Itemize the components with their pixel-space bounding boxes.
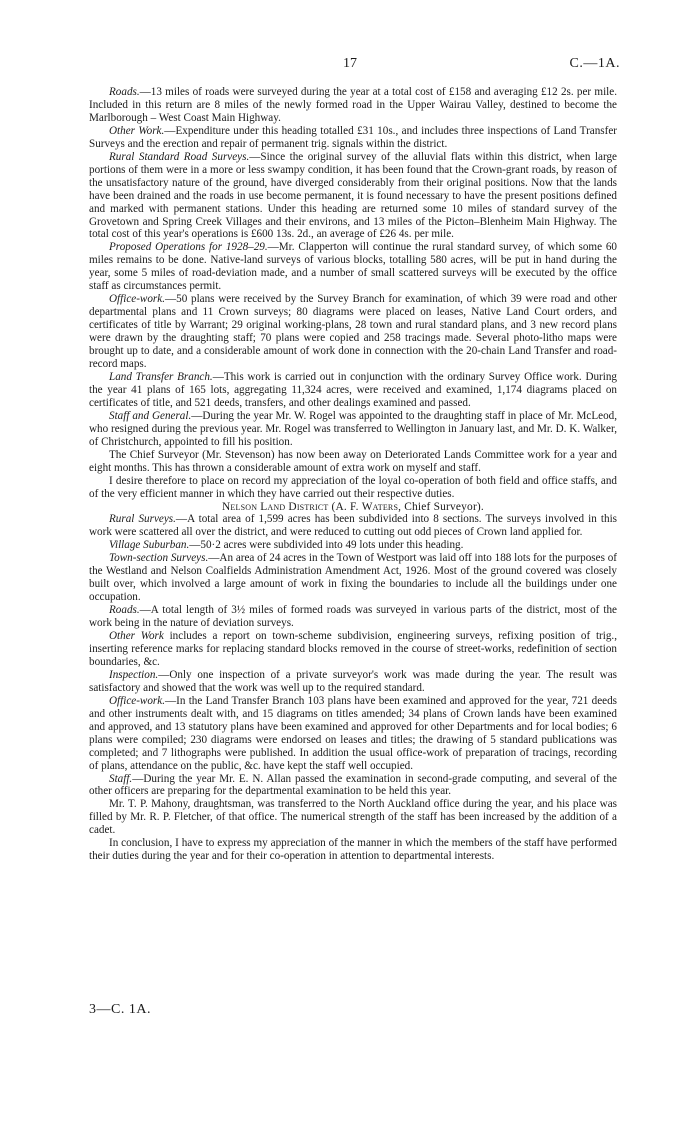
paragraph-nelson-inspection: Inspection.—Only one inspection of a private surveyor's work was made during the year. The result was satisfactory and showed that the work was well up to the required standard.	[89, 668, 617, 694]
page-header	[0, 56, 700, 76]
paragraph-staff-general: Staff and General.—During the year Mr. W. Rogel was appointed to the draughting staff in place of Mr. McLeod, who resigned during the previous year. Mr. Rogel was transferred to Wellington in January last, and Mr. D. K. Walker, of Christchurch, appointed to fill his position.	[89, 409, 618, 448]
paragraph-proposed: Proposed Operations for 1928–29.—Mr. Clapperton will continue the rural standard survey, of which some 60 miles remains to be done. Native-land surveys of various blocks, totalling 580 acres, will be put in hand during the year, some 5 miles of road-deviation made, and a number of small scattered surveys will be executed by the office staff as circumstances permit.	[89, 241, 617, 293]
body-text	[89, 86, 617, 863]
heading-office-work: Office-work.	[109, 293, 165, 306]
page-number: 17	[343, 56, 357, 71]
paragraph-nelson-other: Other Work includes a report on town-scheme subdivision, engineering surveys, refixing position of trig., inserting reference marks for replacing standard blocks removed in the course of street-works, redefinition of section boundaries, &c.	[89, 630, 617, 668]
heading-roads: Roads.	[109, 86, 140, 98]
paragraph-chief-surveyor: The Chief Surveyor (Mr. Stevenson) has now been away on Deteriorated Lands Committee work for a year and eight months. This has thrown a considerable amount of extra work on myself and staff.	[89, 448, 617, 474]
paragraph-nelson-conclusion: In conclusion, I have to express my appreciation of the manner in which the members of the staff have performed their duties during the year and for their co-operation in attention to departmental interests.	[89, 837, 617, 863]
heading-nelson-town: Town-section Surveys.	[109, 552, 209, 565]
heading-nelson-inspection: Inspection.	[109, 668, 159, 681]
heading-nelson-roads: Roads.	[109, 604, 140, 617]
paragraph-other-work: Other Work.—Expenditure under this heading totalled £31 10s., and includes three inspections of Land Transfer Surveys and the erection and repair of permanent trig. signals within the district.	[89, 124, 617, 150]
heading-nelson-office: Office-work.	[109, 694, 165, 707]
heading-other-work: Other Work.	[109, 124, 165, 137]
nelson-district-title: Nelson Land District (A. F. Waters, Chief Surveyor).	[222, 500, 484, 513]
paragraph-rural-standard: Rural Standard Road Surveys.—Since the original survey of the alluvial flats within this district, when large portions of them were in a more or less swampy condition, it has been found that the Crown-grant roads, by reason of the unsatisfactory nature of the ground, have diverged considerably from their original positions. Now that the lands have been drained and the roads in use become permanent, it is found necessary to have the present positions defined and marked with permanent stations. Under this heading are returned some 10 miles of standard survey of the Grovetown and Spring Creek Villages and their environs, and 13 miles of the Picton–Blenheim Main Highway. The total cost of this year's operations is £600 13s. 2d., an average of £26 4s. per mile.	[89, 150, 617, 241]
footer-signature: 3—C. 1A.	[89, 1002, 151, 1017]
paragraph-nelson-mahony: Mr. T. P. Mahony, draughtsman, was transferred to the North Auckland office during the year, and his place was filled by Mr. R. P. Fletcher, of that office. The numerical strength of the staff has been increased by the addition of a cadet.	[89, 798, 617, 837]
paragraph-appreciation: I desire therefore to place on record my appreciation of the loyal co-operation of both field and office staffs, and of the very efficient manner in which they have carried out their respective duties.	[89, 474, 617, 500]
paragraph-nelson-roads: Roads.—A total length of 3½ miles of formed roads was surveyed in various parts of the district, most of the work being in the nature of deviation surveys.	[89, 604, 617, 630]
paragraph-nelson-office: Office-work.—In the Land Transfer Branch 103 plans have been examined and approved for the year, 721 deeds and other instruments dealt with, and 15 diagrams on titles amended; 34 plans of Crown lands have been examined and approved, and 13 statutory plans have been examined and approved for other Departments and for local bodies; 6 plans were compiled; 230 diagrams were endorsed on leases and titles; the drawing of 5 standard publications was completed; and 7 lithographs were published. In addition the usual office-work of preparation of tracings, recording of plans, attendance on the public, &c. have kept the staff well occupied.	[89, 694, 617, 772]
document-reference: C.—1A.	[569, 56, 620, 71]
heading-rural-standard: Rural Standard Road Surveys.	[109, 150, 250, 163]
paragraph-nelson-town: Town-section Surveys.—An area of 24 acres in the Town of Westport was laid off into 188 lots for the purposes of the Westland and Nelson Coalfields Administration Amendment Act, 1926. Most of the ground covered was closely built over, which involved a large amount of work in fixing the boundaries to include all the buildings under one occupation.	[89, 552, 617, 604]
heading-nelson-other: Other Work	[109, 630, 164, 643]
heading-nelson-village: Village Suburban.	[109, 539, 190, 552]
paragraph-nelson-staff: Staff.—During the year Mr. E. N. Allan passed the examination in second-grade computing, and several of the other officers are preparing for the departmental examination to be held this year.	[89, 772, 617, 798]
heading-proposed: Proposed Operations for 1928–29.	[109, 241, 268, 254]
paragraph-nelson-rural: Rural Surveys.—A total area of 1,599 acres has been subdivided into 8 sections. The surveys involved in this work were scattered all over the district, and were reduced to cutting out odd pieces of Crown land applied for.	[89, 513, 617, 539]
paragraph-nelson-village: Village Suburban.—50·2 acres were subdivided into 49 lots under this heading.	[109, 539, 464, 552]
heading-land-transfer: Land Transfer Branch.	[109, 370, 213, 383]
paragraph-office-work: Office-work.—50 plans were received by the Survey Branch for examination, of which 39 were road and other departmental plans and 11 Crown surveys; 80 diagrams were placed on leases, Native Land Court orders, and certificates of title by Warrant; 29 original working-plans, 28 town and rural standard plans, and 3 new record plans were drawn by the draughting staff; 70 plans were copied and 258 tracings made. Several photo-litho maps were brought up to date, and a considerable amount of work done in connection with the 20-chain Land Transfer and road-record maps.	[89, 293, 617, 371]
paragraph-land-transfer: Land Transfer Branch.—This work is carried out in conjunction with the ordinary Survey Office work. During the year 41 plans of 165 lots, aggregating 11,324 acres, were received and examined, 1,174 diagrams placed on certificates of title, and 521 deeds, transfers, and other dealings examined and passed.	[89, 370, 617, 409]
heading-nelson-rural: Rural Surveys.	[109, 513, 176, 526]
heading-nelson-staff: Staff.	[109, 772, 133, 785]
paragraph-roads: Roads.—13 miles of roads were surveyed during the year at a total cost of £158 and averaging £12 2s. per mile. Included in this return are 8 miles of the newly formed road in the Upper Wairau Valley, destined to become the Marlborough – West Coast Main Highway.	[89, 86, 617, 124]
heading-staff-general: Staff and General.	[109, 409, 192, 422]
